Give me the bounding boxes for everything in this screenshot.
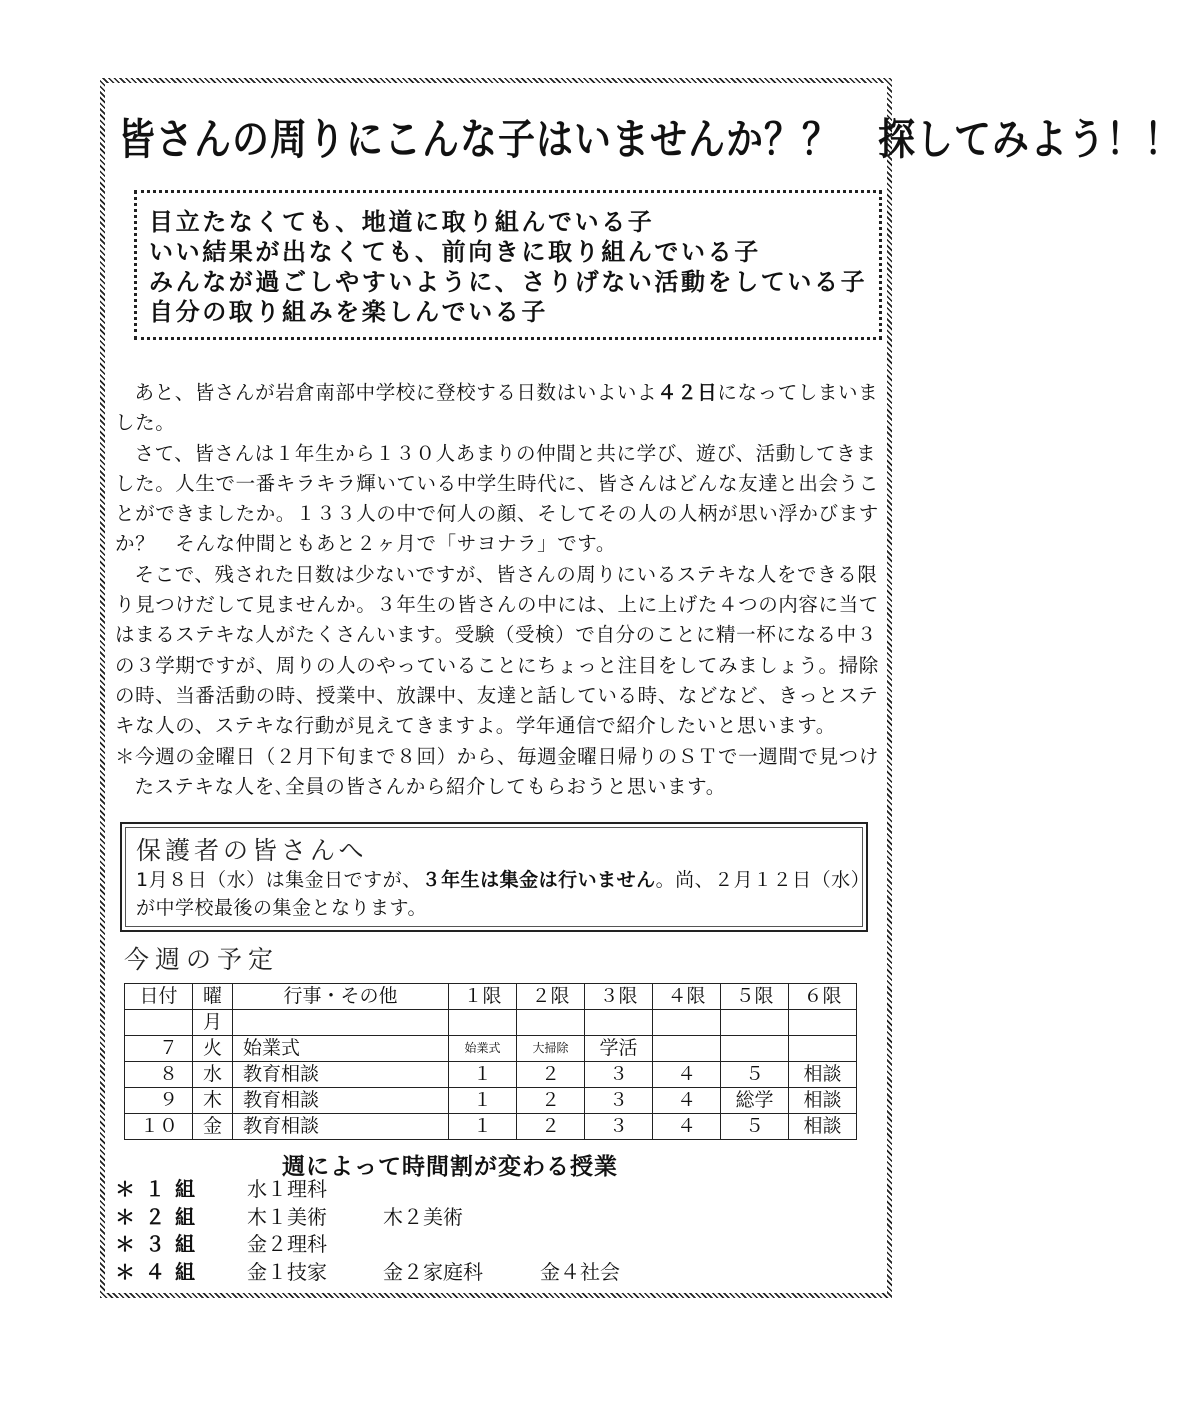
table-cell: 始業式 xyxy=(449,1036,517,1062)
table-cell: ４ xyxy=(653,1062,721,1088)
class-item: 金４社会 xyxy=(540,1259,620,1284)
table-cell: 金 xyxy=(193,1114,233,1140)
points-box xyxy=(134,190,882,340)
table-cell: 火 xyxy=(193,1036,233,1062)
table-cell xyxy=(517,1010,585,1036)
guardian-text: 1月８日（水）は集金日ですが、３年生は集金は行いません。尚、２月１２日（水）が中学校最後の集金となります。 xyxy=(136,869,861,919)
table-cell xyxy=(653,1010,721,1036)
table-cell: 総学 xyxy=(721,1088,789,1114)
header-cell: １限 xyxy=(449,984,517,1010)
table-cell: １０ xyxy=(125,1114,193,1140)
header-cell: 日付 xyxy=(125,984,193,1010)
body-text xyxy=(115,378,885,802)
table-cell: ４ xyxy=(653,1088,721,1114)
table-cell: 相談 xyxy=(789,1088,857,1114)
table-row xyxy=(125,1036,857,1062)
table-cell: 学活 xyxy=(585,1036,653,1062)
paragraph: さて、皆さんは１年生から１３０人あまりの仲間と共に学び、遊び、活動してきました。人生で一番キラキラ輝いている中学生時代に、皆さんはどんな友達と出会うことができましたか。１３３人の中で何人の顔、そしてその人の人柄が思い浮かびますか？ そんな仲間ともあと２ヶ月で「サヨナラ」です。 xyxy=(115,441,879,556)
table-cell: 相談 xyxy=(789,1114,857,1140)
table-header-row xyxy=(125,984,857,1010)
schedule-table xyxy=(124,983,857,1140)
class-item: 金２家庭科 xyxy=(383,1259,483,1284)
header-cell: ３限 xyxy=(585,984,653,1010)
point-item: みんなが過ごしやすいように、さりげない活動をしている子 xyxy=(149,268,868,296)
point-item: 目立たなくても、地道に取り組んでいる子 xyxy=(149,208,655,236)
table-cell: 月 xyxy=(193,1010,233,1036)
table-cell: 木 xyxy=(193,1088,233,1114)
schedule-title: 今週の予定 xyxy=(124,945,280,974)
table-cell: 相談 xyxy=(789,1062,857,1088)
table-cell xyxy=(653,1036,721,1062)
table-cell: ９ xyxy=(125,1088,193,1114)
table-cell: １ xyxy=(449,1088,517,1114)
table-cell xyxy=(585,1010,653,1036)
table-cell xyxy=(125,1010,193,1036)
table-cell: ５ xyxy=(721,1062,789,1088)
table-cell: ２ xyxy=(517,1114,585,1140)
classes-title: 週によって時間割が変わる授業 xyxy=(282,1154,618,1180)
table-cell: ７ xyxy=(125,1036,193,1062)
class-item: 木１美術 xyxy=(247,1204,327,1229)
header-cell: ４限 xyxy=(653,984,721,1010)
table-cell: ３ xyxy=(585,1088,653,1114)
table-cell: ４ xyxy=(653,1114,721,1140)
table-cell: ８ xyxy=(125,1062,193,1088)
table-cell: ５ xyxy=(721,1114,789,1140)
table-cell: 大掃除 xyxy=(517,1036,585,1062)
class-item: 金２理科 xyxy=(247,1232,327,1256)
note: ＊今週の金曜日（２月下旬まで８回）から、毎週金曜日帰りのＳＴで一週間で見つけたステキな人を､全員の皆さんから紹介してもらおうと思います。 xyxy=(115,744,879,798)
table-cell: １ xyxy=(449,1062,517,1088)
guardian-title: 保護者の皆さんへ xyxy=(136,836,368,865)
class-label: ＊１組 xyxy=(115,1177,205,1201)
paragraph: あと、皆さんが岩倉南部中学校に登校する日数はいよいよ４２日になってしまいました。 xyxy=(115,381,879,435)
header-cell: 行事・その他 xyxy=(233,984,449,1010)
class-label: ＊４組 xyxy=(115,1259,205,1284)
table-cell: 教育相談 xyxy=(233,1062,449,1088)
table-cell: 教育相談 xyxy=(233,1088,449,1114)
table-cell: ３ xyxy=(585,1114,653,1140)
headline: 皆さんの周りにこんな子はいませんか？？ 探してみよう！！ xyxy=(118,114,1182,165)
point-item: いい結果が出なくても、前向きに取り組んでいる子 xyxy=(149,238,761,266)
header-cell: 曜 xyxy=(193,984,233,1010)
table-row xyxy=(125,1114,857,1140)
table-cell xyxy=(233,1010,449,1036)
table-cell xyxy=(789,1010,857,1036)
header-cell: ２限 xyxy=(517,984,585,1010)
table-cell: １ xyxy=(449,1114,517,1140)
guardian-notice xyxy=(120,822,868,932)
table-cell xyxy=(721,1036,789,1062)
table-row xyxy=(125,1088,857,1114)
table-cell: ２ xyxy=(517,1088,585,1114)
days-left: ４２日 xyxy=(657,381,718,404)
table-cell xyxy=(721,1010,789,1036)
header-cell: ５限 xyxy=(721,984,789,1010)
point-item: 自分の取り組みを楽しんでいる子 xyxy=(149,298,548,326)
paragraph: そこで、残された日数は少ないですが、皆さんの周りにいるステキな人をできる限り見つけだして見ませんか。３年生の皆さんの中には、上に上げた４つの内容に当てはまるステキな人がたくさんいます。受験（受検）で自分のことに精一杯になる中３の３学期ですが、周りの人のやっていることにちょっと注目をしてみましょう。掃除の時、当番活動の時、授業中、放課中、友達と話している時、などなど、きっとステキな人の、ステキな行動が見えてきますよ。学年通信で紹介したいと思います。 xyxy=(115,562,879,738)
table-row xyxy=(125,1062,857,1088)
table-cell: 始業式 xyxy=(233,1036,449,1062)
class-label: ＊２組 xyxy=(115,1204,205,1229)
table-row xyxy=(125,1010,857,1036)
header-cell: ６限 xyxy=(789,984,857,1010)
table-cell: 水 xyxy=(193,1062,233,1088)
class-item: 水１理科 xyxy=(247,1177,327,1201)
table-cell xyxy=(449,1010,517,1036)
table-cell: 教育相談 xyxy=(233,1114,449,1140)
table-cell: ２ xyxy=(517,1062,585,1088)
class-label: ＊３組 xyxy=(115,1232,205,1256)
class-item: 木２美術 xyxy=(383,1204,463,1229)
class-item: 金１技家 xyxy=(247,1259,327,1284)
table-cell: ３ xyxy=(585,1062,653,1088)
table-cell xyxy=(789,1036,857,1062)
